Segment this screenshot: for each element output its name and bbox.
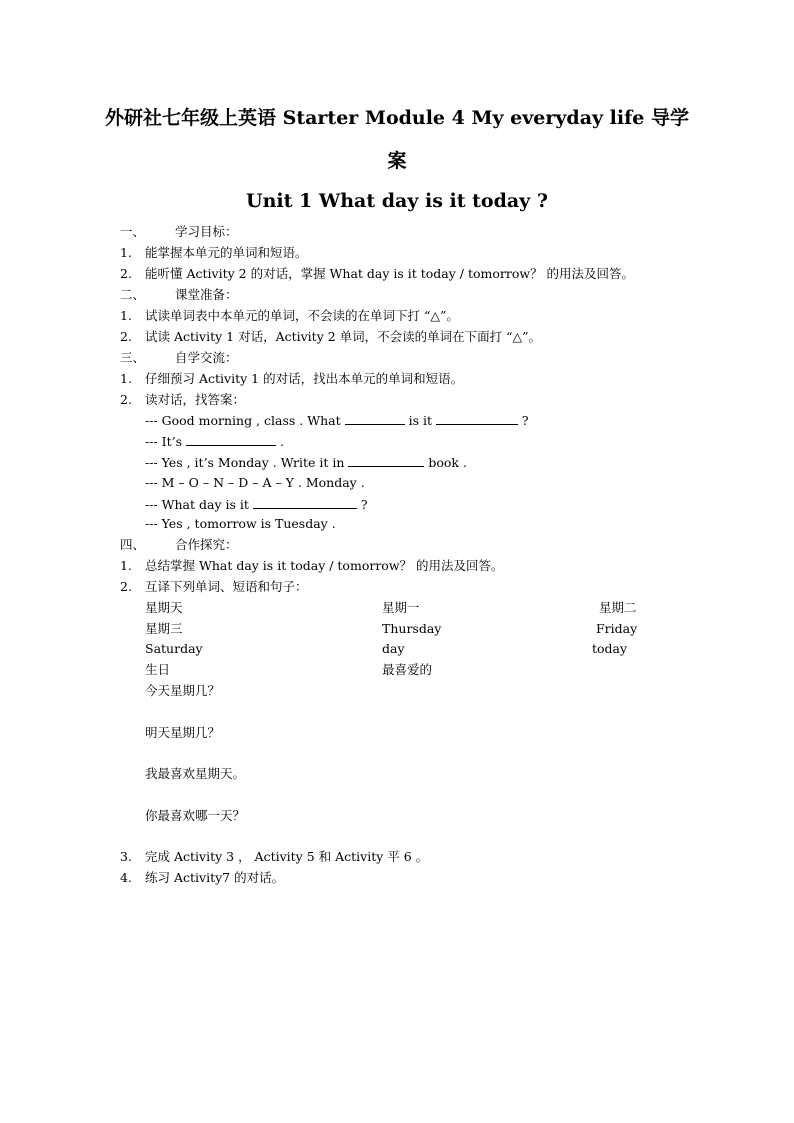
page-title: 外研社七年级上英语 Starter Module 4 My everyday life 导学 — [104, 107, 689, 129]
answer-blank[interactable] — [345, 410, 405, 425]
word-row: 星期三 Thursday Friday — [145, 621, 638, 636]
unit-title: Unit 1 What day is it today ? — [246, 190, 548, 212]
word-row: 生日 最喜爱的 — [145, 662, 433, 677]
word-row: Saturday day today — [145, 641, 628, 656]
page-title-continued: 案 — [387, 150, 407, 172]
answer-blank[interactable] — [348, 452, 424, 467]
worksheet-page: 外研社七年级上英语 Starter Module 4 My everyday life 导学 案 Unit 1 What day is it today ? 一、 学习目标： 1. 能掌握本单元的单词和短语。 2. 能听懂 Activity 2 的对话，掌握 What day is it today / tomorrow？ 的用法及回答。 二、 课堂准备： 1. 试读单词表中本单元的单词，不会读的在单词下打 “△”。 2. 试读 Activity 1 对话，Activity 2 单词，不会读的单词在下面打 “△”。 三、 自学交流： 1. 仔细预习 Activity 1 的对话，找出本单元的单词和短语。 2. 读对话，找答案： --- Good morning , class . What is it ? --- It’s . --- Yes , it’s Monday . Write it in book . --- M – O – N – D – A – Y . Monday . --- What day is it ? --- Yes , tomorrow is Tuesday . 四、 合作探究： 1. 总结掌握 What day is it today / tomorrow？ 的用法及回答。 2. 互译下列单词、短语和句子： 星期天 星期一 星期二 星期三 Thursday Friday Saturday day today 生日 最喜爱的 今天星期几？ 明天星期几？ 我最喜欢星期天。 你最喜欢哪一天？ 3. 完成 Activity 3 ， Activity 5 和 Activity 平 6 。 4. 练习 Activity7 的对话。 — [0, 0, 794, 1123]
word-row: 星期天 星期一 星期二 — [145, 600, 637, 615]
answer-blank[interactable] — [253, 494, 357, 509]
answer-blank[interactable] — [436, 410, 518, 425]
answer-blank[interactable] — [186, 431, 276, 446]
